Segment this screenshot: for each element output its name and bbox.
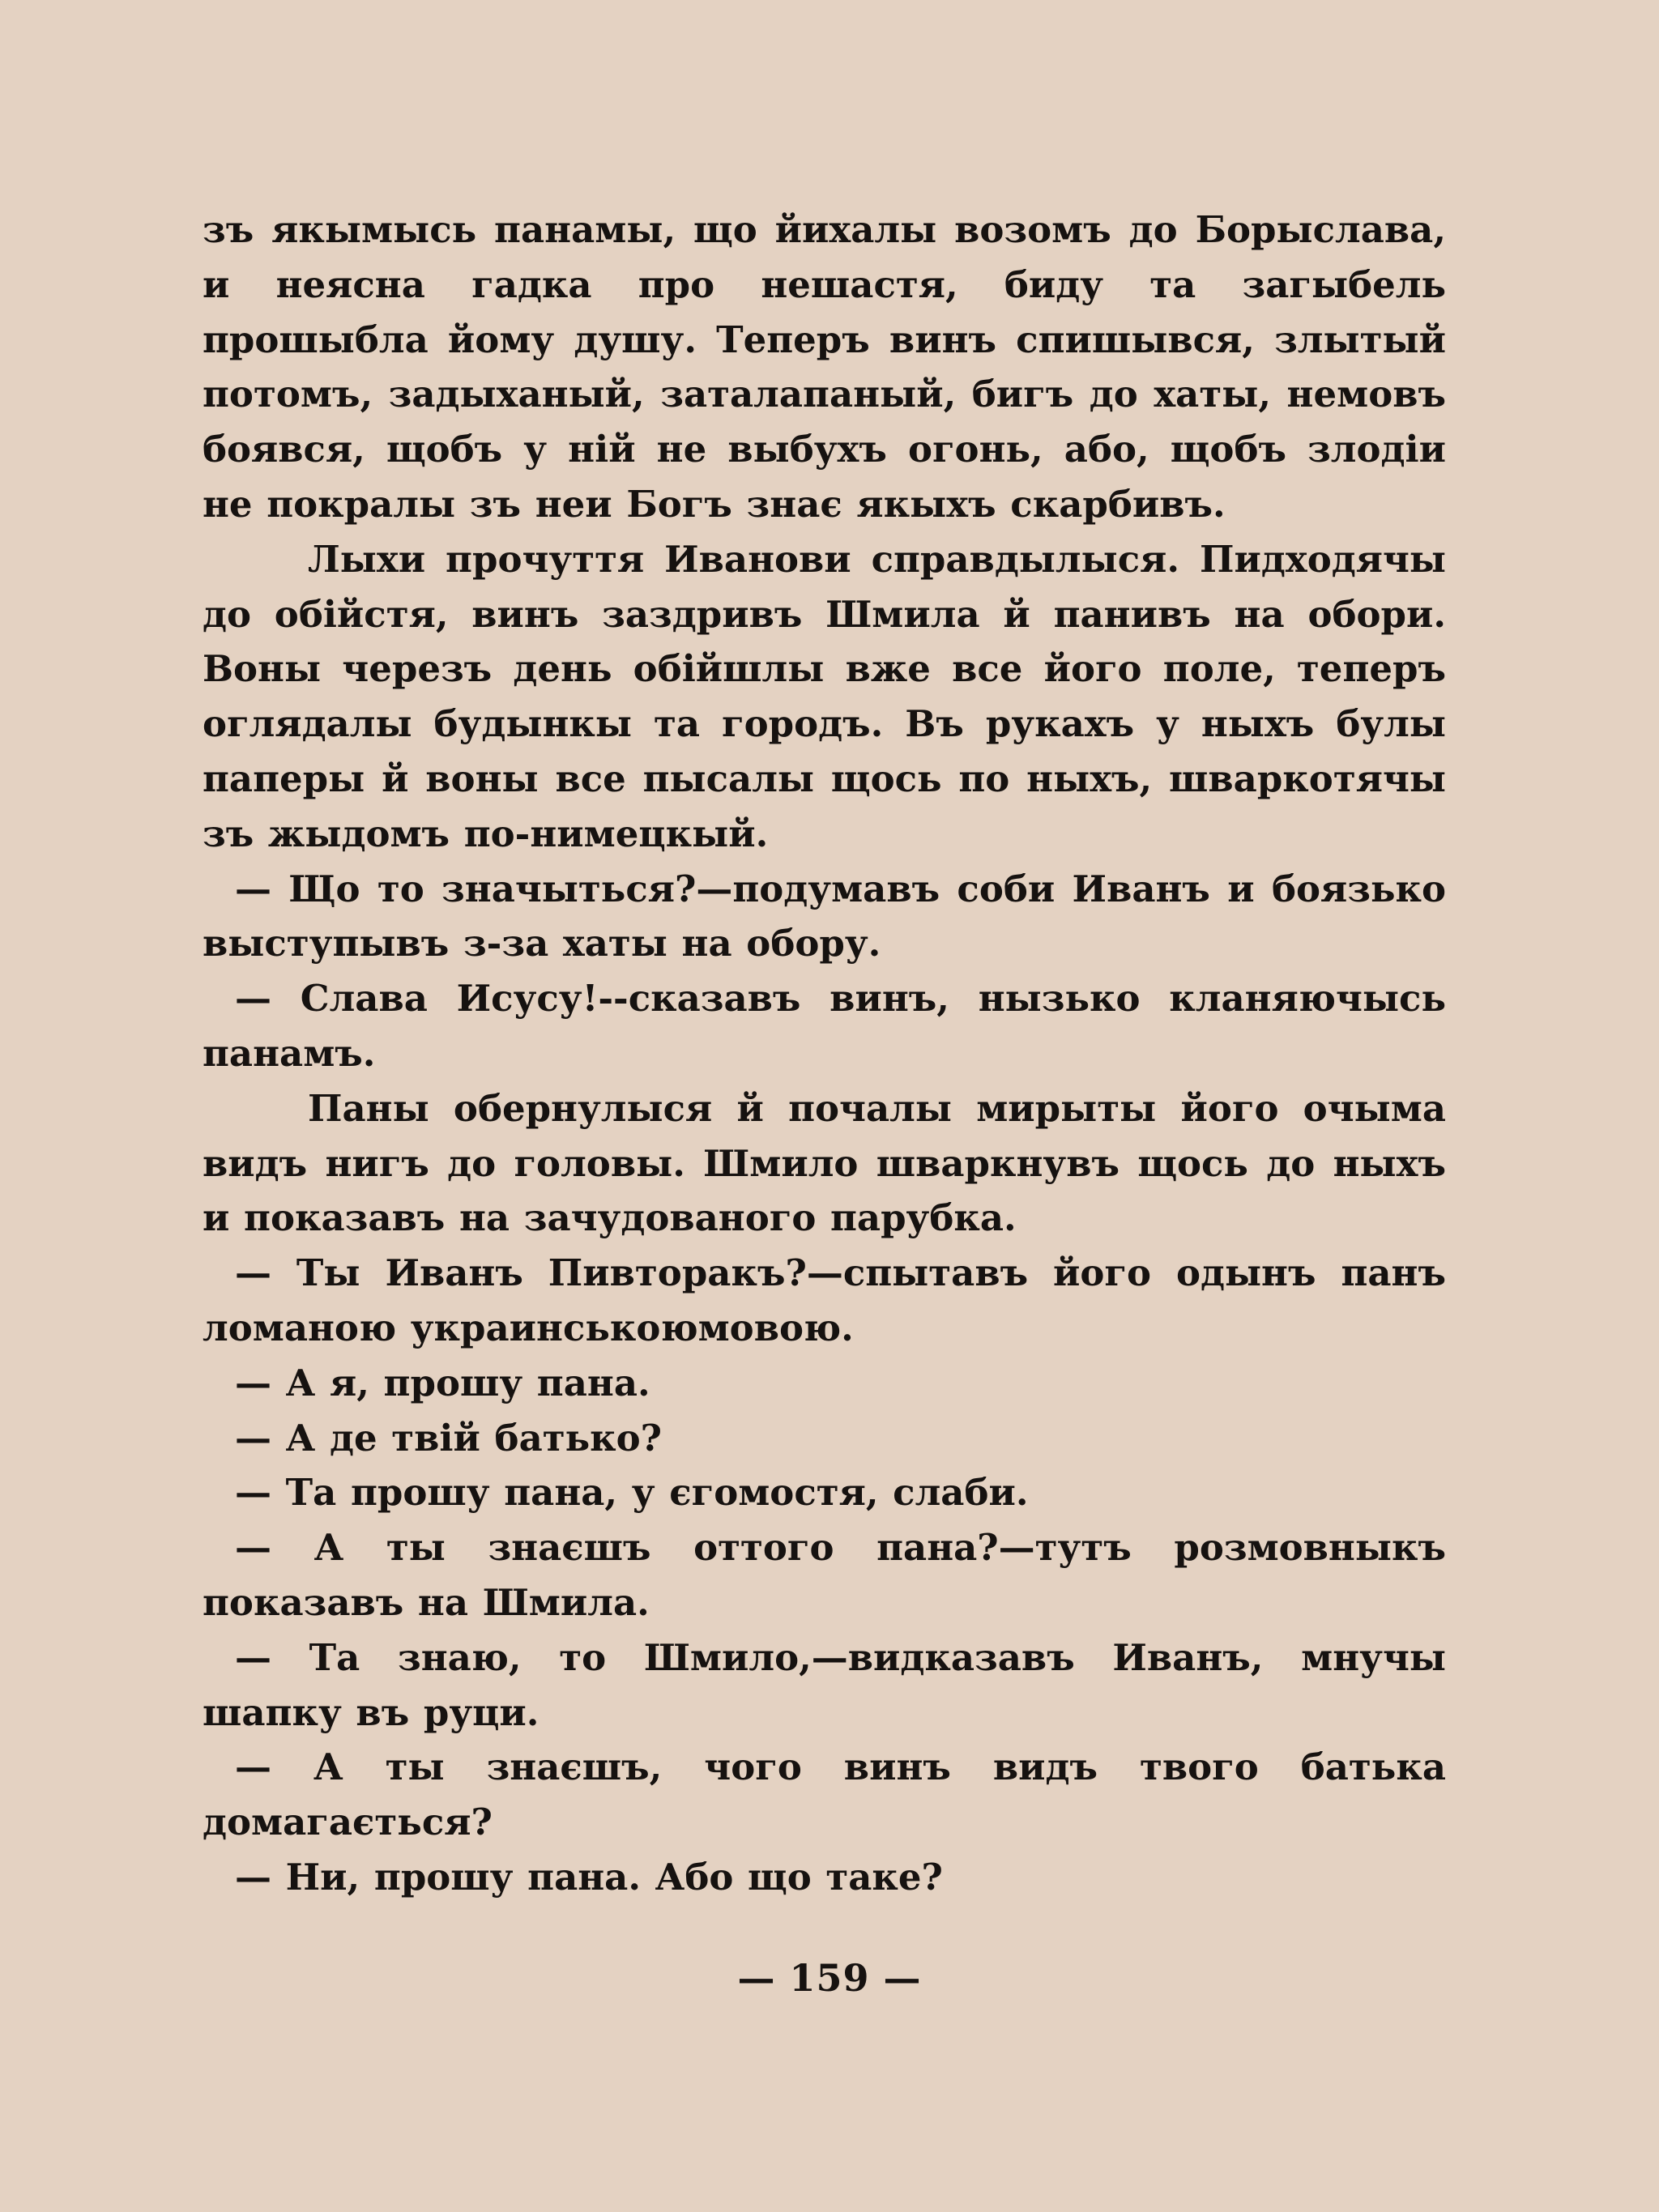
paragraph: — А де твій батько? (235, 1416, 663, 1460)
paragraph: — А ты знаєшъ, чого винъ видъ твого батька домагається? (203, 1745, 1446, 1844)
paragraph: зъ якымысь панамы, що йихалы возомъ до Борыслава, и неясна гадка про нешастя, биду та загыбель прошыбла йому душу. Теперъ винъ спишывся, злытый потомъ, задыханый, заталапаный, бигъ до хаты, немовъ боявся, щобъ у ній не выбухъ огонь, або, щобъ злодіи не покралы зъ неи Богъ знає якыхъ скарбивъ. (203, 208, 1446, 526)
paragraph: — Ты Иванъ Пивторакъ?—спытавъ його одынъ панъ ломаною украинськоюмовою. (203, 1251, 1446, 1349)
paragraph: Паны обернулыся й почалы мирыты його очыма видъ нигъ до головы. Шмило шваркнувъ щось до ныхъ и показавъ на зачудованого парубка. (203, 1086, 1446, 1240)
paragraph: — Що то значыться?—подумавъ соби Иванъ и боязько выступывъ з-за хаты на обору. (203, 867, 1446, 965)
paragraph: — Ни, прошу пана. Або що таке? (235, 1855, 943, 1899)
paragraph: — А я, прошу пана. (235, 1361, 650, 1404)
page-body-text (203, 202, 1446, 1905)
paragraph: — Та прошу пана, у єгомостя, слаби. (235, 1471, 1029, 1515)
paragraph: — Та знаю, то Шмило,—видказавъ Иванъ, мнучы шапку въ руци. (203, 1635, 1446, 1734)
paragraph: Лыхи прочуття Иванови справдылыся. Пидходячы до обійстя, винъ заздривъ Шмила й панивъ на обори. Воны черезъ день обійшлы вже все його поле, теперъ оглядалы будынкы та городъ. Въ рукахъ у ныхъ булы паперы й воны все пысалы щось по ныхъ, шваркотячы зъ жыдомъ по-нимецкый. (203, 537, 1446, 855)
page-number: — 159 — (737, 1956, 922, 2000)
paragraph: — А ты знаєшъ оттого пана?—тутъ розмовныкъ показавъ на Шмила. (203, 1526, 1446, 1624)
paragraph: — Слава Исусу!--сказавъ винъ, нызько кланяючысь панамъ. (203, 977, 1446, 1075)
